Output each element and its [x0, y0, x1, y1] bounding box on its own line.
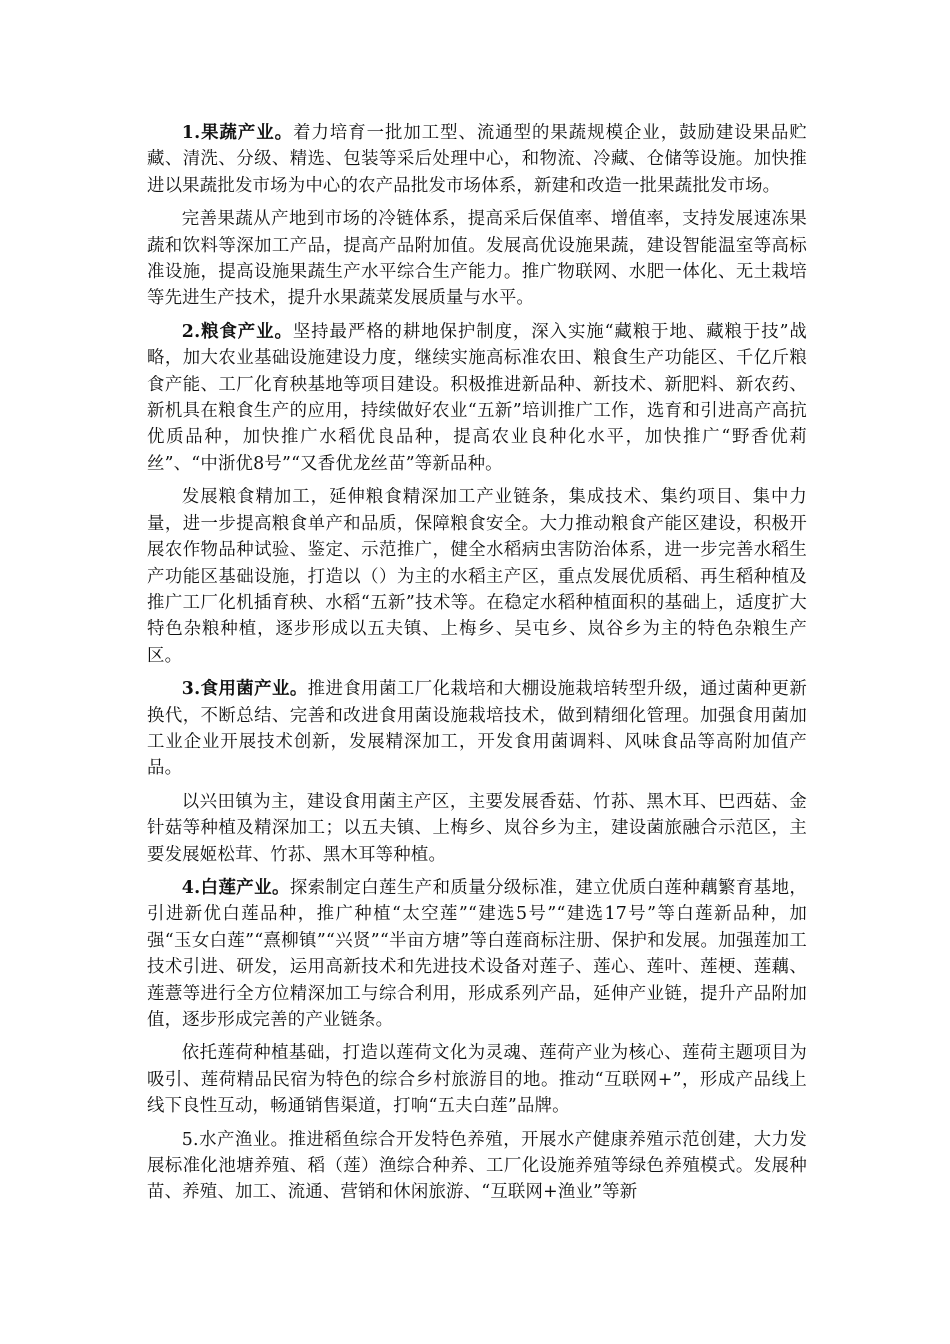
document-page [147, 120, 807, 1213]
paragraph-heading: 3.食用菌产业。 [181, 679, 308, 700]
paragraph-fishery [147, 1127, 807, 1206]
paragraph-mushroom-zones [147, 789, 807, 868]
paragraph-lotus-tourism [147, 1040, 807, 1119]
paragraph-fruit-veg-coldchain [147, 206, 807, 312]
paragraph-lotus [147, 875, 807, 1033]
paragraph-text: 坚持最严格的耕地保护制度，深入实施“藏粮于地、藏粮于技”战略，加大农业基础设施建设力度，继续实施高标准农田、粮食生产功能区、千亿斤粮食产能、工厂化育秧基地等项目建设。积极推进新品种、新技术、新肥料、新农药、新机具在粮食生产的应用，持续做好农业“五新”培训推广工作，选育和引进高产高抗优质品种，加快推广水稻优良品种，提高农业良种化水平，加快推广“野香优莉丝”、“中浙优8号”“又香优龙丝苗”等新品种。 [147, 321, 807, 474]
paragraph-heading: 2.粮食产业。 [181, 321, 293, 342]
paragraph-mushroom [147, 676, 807, 782]
paragraph-grain [147, 319, 807, 477]
paragraph-grain-processing [147, 484, 807, 669]
paragraph-fruit-veg [147, 120, 807, 199]
paragraph-text: 5.水产渔业。推进稻鱼综合开发特色养殖，开展水产健康养殖示范创建，大力发展标准化池塘养殖、稻（莲）渔综合种养、工厂化设施养殖等绿色养殖模式。发展种苗、养殖、加工、流通、营销和休闲旅游、“互联网+渔业”等新 [147, 1129, 807, 1203]
paragraph-heading: 4.白莲产业。 [181, 877, 290, 898]
paragraph-text: 依托莲荷种植基础，打造以莲荷文化为灵魂、莲荷产业为核心、莲荷主题项目为吸引、莲荷精品民宿为特色的综合乡村旅游目的地。推动“互联网+”，形成产品线上线下良性互动，畅通销售渠道，打响“五夫白莲”品牌。 [147, 1043, 807, 1117]
paragraph-text: 完善果蔬从产地到市场的冷链体系，提高采后保值率、增值率，支持发展速冻果蔬和饮料等深加工产品，提高产品附加值。发展高优设施果蔬，建设智能温室等高标准设施，提高设施果蔬生产水平综合生产能力。推广物联网、水肥一体化、无土栽培等先进生产技术，提升水果蔬菜发展质量与水平。 [147, 209, 807, 309]
paragraph-text: 推进食用菌工厂化栽培和大棚设施栽培转型升级，通过菌种更新换代，不断总结、完善和改进食用菌设施栽培技术，做到精细化管理。加强食用菌加工业企业开展技术创新，发展精深加工，开发食用菌调料、风味食品等高附加值产品。 [147, 679, 807, 779]
paragraph-text: 着力培育一批加工型、流通型的果蔬规模企业，鼓励建设果品贮藏、清洗、分级、精选、包装等采后处理中心，和物流、冷藏、仓储等设施。加快推进以果蔬批发市场为中心的农产品批发市场体系，新建和改造一批果蔬批发市场。 [147, 123, 807, 196]
paragraph-text: 探索制定白莲生产和质量分级标准，建立优质白莲种藕繁育基地，引进新优白莲品种，推广种植“太空莲”“建选5号”“建选17号”等白莲新品种，加强“玉女白莲”“熹柳镇”“兴贤”“半亩方塘”等白莲商标注册、保护和发展。加强莲加工技术引进、研发，运用高新技术和先进技术设备对莲子、莲心、莲叶、莲梗、莲藕、莲薏等进行全方位精深加工与综合利用，形成系列产品，延伸产业链，提升产品附加值，逐步形成完善的产业链条。 [147, 877, 807, 1030]
paragraph-heading: 1.果蔬产业。 [181, 123, 294, 143]
paragraph-text: 发展粮食精加工，延伸粮食精深加工产业链条，集成技术、集约项目、集中力量，进一步提高粮食单产和品质，保障粮食安全。大力推动粮食产能区建设，积极开展农作物品种试验、鉴定、示范推广，健全水稻病虫害防治体系，进一步完善水稻生产功能区基础设施，打造以（）为主的水稻主产区，重点发展优质稻、再生稻种植及推广工厂化机插育秧、水稻“五新”技术等。在稳定水稻种植面积的基础上，适度扩大特色杂粮种植，逐步形成以五夫镇、上梅乡、吴屯乡、岚谷乡为主的特色杂粮生产区。 [147, 487, 807, 666]
paragraph-text: 以兴田镇为主，建设食用菌主产区，主要发展香菇、竹荪、黑木耳、巴西菇、金针菇等种植及精深加工；以五夫镇、上梅乡、岚谷乡为主，建设菌旅融合示范区，主要发展姬松茸、竹荪、黑木耳等种植。 [147, 791, 807, 865]
